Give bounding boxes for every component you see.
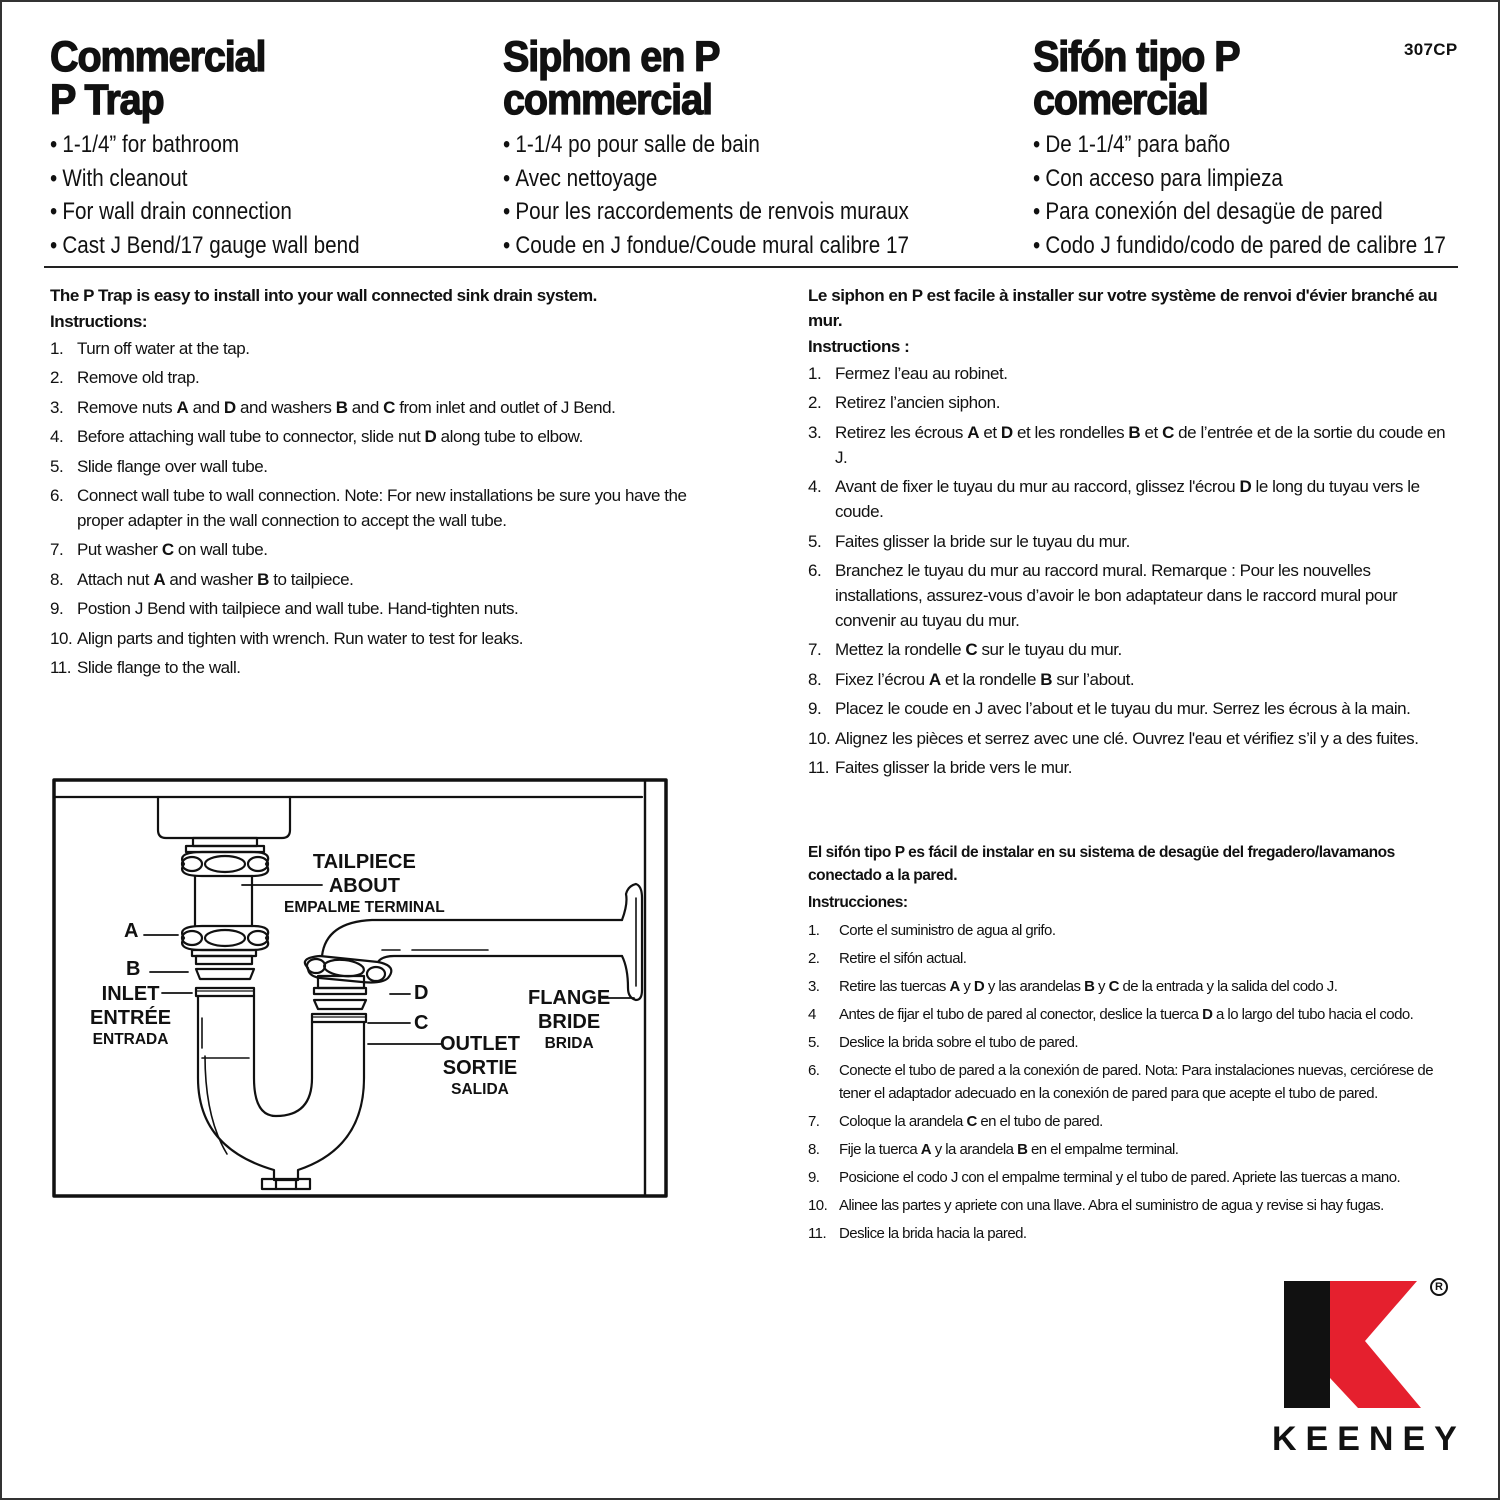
part-letter: B (1084, 978, 1095, 995)
step-number: 2. (808, 950, 820, 967)
step-text: Placez le coude en J avec l’about et le tuyau du mur. Serrez les écrous à la main. (835, 699, 1411, 719)
step-text: Fermez l’eau au robinet. (835, 364, 1008, 383)
part-letter: D (1239, 477, 1252, 497)
instructions-english (50, 283, 690, 684)
step-text: Alinee las partes y apriete con una llave. Abra el suministro de agua y revise si hay fugas. (839, 1197, 1384, 1214)
part-letter: C (1162, 422, 1174, 442)
instruction-step (808, 529, 1448, 554)
instruction-step (808, 667, 1448, 692)
part-letter: B (1017, 1141, 1028, 1158)
p-trap-diagram (52, 778, 668, 1198)
feature-item: • With cleanout (50, 162, 360, 196)
feature-item: • Coude en J fondue/Coude mural calibre 17 (503, 229, 909, 263)
step-number: 7. (808, 640, 822, 660)
step-text: Faites glisser la bride vers le mur. (835, 757, 1072, 777)
feature-item: • For wall drain connection (50, 195, 360, 229)
step-text: Fixez l’écrou A et la rondelle B sur l’about. (835, 669, 1135, 689)
part-letter: A (949, 978, 960, 995)
instruction-step (50, 567, 690, 592)
header-spanish (1033, 33, 1500, 262)
instruction-step (50, 483, 690, 533)
instruction-step (808, 558, 1448, 633)
instruction-step (50, 336, 690, 361)
label-washer-b: B (126, 958, 141, 980)
step-text: Turn off water at the tap. (77, 339, 250, 358)
part-letter: A (153, 569, 166, 589)
brand-wordmark: KEENEY (1272, 1420, 1466, 1458)
header-divider (44, 266, 1458, 268)
feature-item: • Avec nettoyage (503, 162, 909, 196)
part-letter: A (176, 397, 189, 417)
label-tailpiece: TAILPIECE ABOUT EMPALME TERMINAL (284, 851, 445, 916)
step-number: 4 (808, 1006, 816, 1023)
step-text: Coloque la arandela C en el tubo de pared. (839, 1113, 1103, 1130)
feature-list-es (1033, 128, 1500, 262)
instruction-step (50, 424, 690, 449)
instruction-step (808, 474, 1448, 524)
instruction-step (808, 361, 1448, 386)
step-number: 9. (50, 599, 64, 619)
part-letter: D (424, 427, 437, 447)
instruction-step (808, 919, 1468, 942)
instruction-step (808, 1003, 1468, 1026)
step-number: 5. (808, 1034, 820, 1051)
step-number: 11. (808, 1225, 827, 1242)
keeney-logo (1272, 1278, 1466, 1468)
step-number: 5. (808, 531, 822, 551)
step-number: 4. (50, 427, 64, 447)
step-number: 1. (808, 922, 820, 939)
part-letter: D (1000, 422, 1013, 442)
instructions-heading: Instructions: (50, 312, 148, 331)
step-number: 7. (808, 1113, 820, 1130)
instruction-step (808, 726, 1448, 751)
label-flange: FLANGE BRIDE BRIDA (528, 987, 611, 1052)
part-letter: B (335, 397, 348, 417)
step-text: Faites glisser la bride sur le tuyau du mur. (835, 531, 1130, 551)
part-letter: D (223, 397, 236, 417)
part-letter: C (966, 1113, 977, 1130)
step-text: Retirez les écrous A et D et les rondelles B et C de l’entrée et de la sortie du coude en J. (835, 422, 1446, 467)
steps-list (808, 919, 1468, 1245)
product-title-es: Sifón tipo P comercial (1033, 33, 1240, 124)
step-text: Postion J Bend with tailpiece and wall tube. Hand-tighten nuts. (77, 599, 519, 619)
intro-text: Le siphon en P est facile à installer sur votre système de renvoi d'évier branché au mur. (808, 286, 1438, 330)
step-number: 1. (808, 364, 822, 383)
step-number: 10. (50, 628, 73, 648)
steps-list (808, 361, 1448, 780)
instruction-step (808, 696, 1448, 721)
instruction-step (808, 1166, 1468, 1189)
instruction-step (50, 454, 690, 479)
instructions-french (808, 283, 1448, 784)
instruction-step (808, 1059, 1468, 1105)
step-number: 5. (50, 456, 64, 476)
instruction-step (808, 1110, 1468, 1133)
intro-text: El sifón tipo P es fácil de instalar en su sistema de desagüe del fregadero/lavamanos conectado a la pared. (808, 844, 1395, 884)
header-french (503, 33, 975, 262)
feature-list-fr (503, 128, 975, 262)
step-number: 11. (50, 657, 72, 677)
label-inlet: INLET ENTRÉE ENTRADA (90, 983, 172, 1048)
part-letter: A (967, 422, 980, 442)
step-text: Retirez l’ancien siphon. (835, 393, 1000, 413)
product-title-en: Commercial P Trap (50, 33, 266, 124)
step-text: Slide flange to the wall. (77, 657, 241, 677)
instructions-spanish (808, 841, 1468, 1250)
step-text: Antes de fijar el tubo de pared al conector, deslice la tuerca D a lo largo del tubo hacia el codo. (839, 1006, 1414, 1023)
part-letter: D (1202, 1006, 1213, 1023)
step-number: 9. (808, 699, 822, 719)
step-text: Posicione el codo J con el empalme terminal y el tubo de pared. Apriete las tuercas a mano. (839, 1169, 1401, 1186)
step-text: Put washer C on wall tube. (77, 540, 268, 560)
step-text: Mettez la rondelle C sur le tuyau du mur. (835, 640, 1122, 660)
instructions-heading: Instructions : (808, 337, 910, 356)
instruction-step (50, 395, 690, 420)
feature-item: • Con acceso para limpieza (1033, 162, 1446, 196)
step-text: Branchez le tuyau du mur au raccord mural. Remarque : Pour les nouvelles installations, assurez-vous d’avoir le bon adaptateur dans le raccord mural pour convenir au tuyau du mur. (835, 560, 1398, 630)
step-number: 10. (808, 1197, 828, 1214)
part-letter: A (920, 1141, 932, 1158)
instruction-step (50, 537, 690, 562)
part-letter: B (257, 569, 269, 589)
label-outlet: OUTLET SORTIE SALIDA (440, 1033, 520, 1098)
feature-item: • 1-1/4 po pour salle de bain (503, 128, 909, 162)
part-letter: A (928, 669, 941, 689)
step-text: Slide flange over wall tube. (77, 456, 268, 476)
header-english (50, 33, 410, 262)
step-number: 10. (808, 728, 831, 748)
instruction-step (808, 1138, 1468, 1161)
instruction-step (50, 626, 690, 651)
step-number: 2. (50, 368, 64, 388)
product-sku: 307CP (1404, 40, 1458, 59)
step-number: 3. (808, 422, 822, 442)
step-text: Avant de fixer le tuyau du mur au raccord, glissez l'écrou D le long du tuyau vers le coude. (835, 477, 1420, 522)
part-letter: B (1128, 422, 1141, 442)
steps-list (50, 336, 690, 680)
instructions-heading: Instrucciones: (808, 894, 908, 911)
feature-list-en (50, 128, 410, 262)
product-title-fr: Siphon en P commercial (503, 33, 720, 124)
part-letter: D (973, 978, 985, 995)
step-text: Before attaching wall tube to connector, slide nut D along tube to elbow. (77, 427, 583, 447)
instruction-step (50, 596, 690, 621)
step-number: 9. (808, 1169, 820, 1186)
instruction-step (808, 420, 1448, 470)
instruction-step (808, 755, 1448, 780)
step-text: Retire las tuercas A y D y las arandelas B y C de la entrada y la salida del codo J. (839, 978, 1338, 995)
label-washer-c: C (414, 1012, 429, 1034)
feature-item: • Pour les raccordements de renvois muraux (503, 195, 909, 229)
step-number: 8. (808, 669, 822, 689)
step-text: Align parts and tighten with wrench. Run water to test for leaks. (77, 628, 524, 648)
step-number: 3. (808, 978, 820, 995)
instruction-step (808, 1031, 1468, 1054)
step-text: Remove nuts A and D and washers B and C from inlet and outlet of J Bend. (77, 397, 616, 417)
step-number: 4. (808, 477, 822, 497)
instruction-step (50, 655, 690, 680)
step-text: Corte el suministro de agua al grifo. (839, 922, 1056, 939)
step-number: 8. (808, 1141, 820, 1158)
step-number: 2. (808, 393, 822, 413)
instruction-step (808, 637, 1448, 662)
feature-item: • Para conexión del desagüe de pared (1033, 195, 1446, 229)
instruction-step (808, 1194, 1468, 1217)
instruction-step (808, 947, 1468, 970)
step-text: Attach nut A and washer B to tailpiece. (77, 569, 354, 589)
instruction-step (808, 390, 1448, 415)
label-nut-d: D (414, 982, 429, 1004)
step-text: Connect wall tube to wall connection. Note: For new installations be sure you have the proper adapter in the wall connection to accept the wall tube. (77, 485, 687, 530)
instruction-step (50, 365, 690, 390)
feature-item: • 1-1/4” for bathroom (50, 128, 360, 162)
step-number: 1. (50, 339, 64, 358)
feature-item: • Cast J Bend/17 gauge wall bend (50, 229, 360, 263)
part-letter: C (1108, 978, 1119, 995)
step-text: Fije la tuerca A y la arandela B en el empalme terminal. (839, 1141, 1179, 1158)
step-number: 3. (50, 397, 64, 417)
step-text: Deslice la brida hacia la pared. (839, 1225, 1027, 1242)
feature-item: • De 1-1/4” para baño (1033, 128, 1446, 162)
step-number: 6. (50, 485, 64, 505)
step-text: Retire el sifón actual. (839, 950, 967, 967)
step-text: Alignez les pièces et serrez avec une clé. Ouvrez l'eau et vérifiez s’il y a des fuites. (835, 728, 1419, 748)
step-number: 7. (50, 540, 64, 560)
instruction-step (808, 975, 1468, 998)
step-number: 8. (50, 569, 64, 589)
part-letter: C (161, 540, 174, 560)
keeney-k-icon (1284, 1281, 1424, 1411)
label-nut-a: A (124, 920, 139, 942)
step-text: Conecte el tubo de pared a la conexión de pared. Nota: Para instalaciones nuevas, cerciórese de tener el adaptador adecuado en la conexión de pared para que acepte el tubo de pared. (839, 1062, 1433, 1102)
feature-item: • Codo J fundido/codo de pared de calibre 17 (1033, 229, 1446, 263)
step-number: 6. (808, 1062, 820, 1079)
step-text: Deslice la brida sobre el tubo de pared. (839, 1034, 1078, 1051)
step-number: 11. (808, 757, 830, 777)
part-letter: C (965, 640, 978, 660)
part-letter: B (1040, 669, 1053, 689)
step-number: 6. (808, 560, 822, 580)
part-letter: C (383, 397, 395, 417)
registered-mark-icon: R (1430, 1278, 1448, 1296)
step-text: Remove old trap. (77, 368, 200, 388)
instruction-step (808, 1222, 1468, 1245)
intro-text: The P Trap is easy to install into your wall connected sink drain system. (50, 286, 597, 305)
